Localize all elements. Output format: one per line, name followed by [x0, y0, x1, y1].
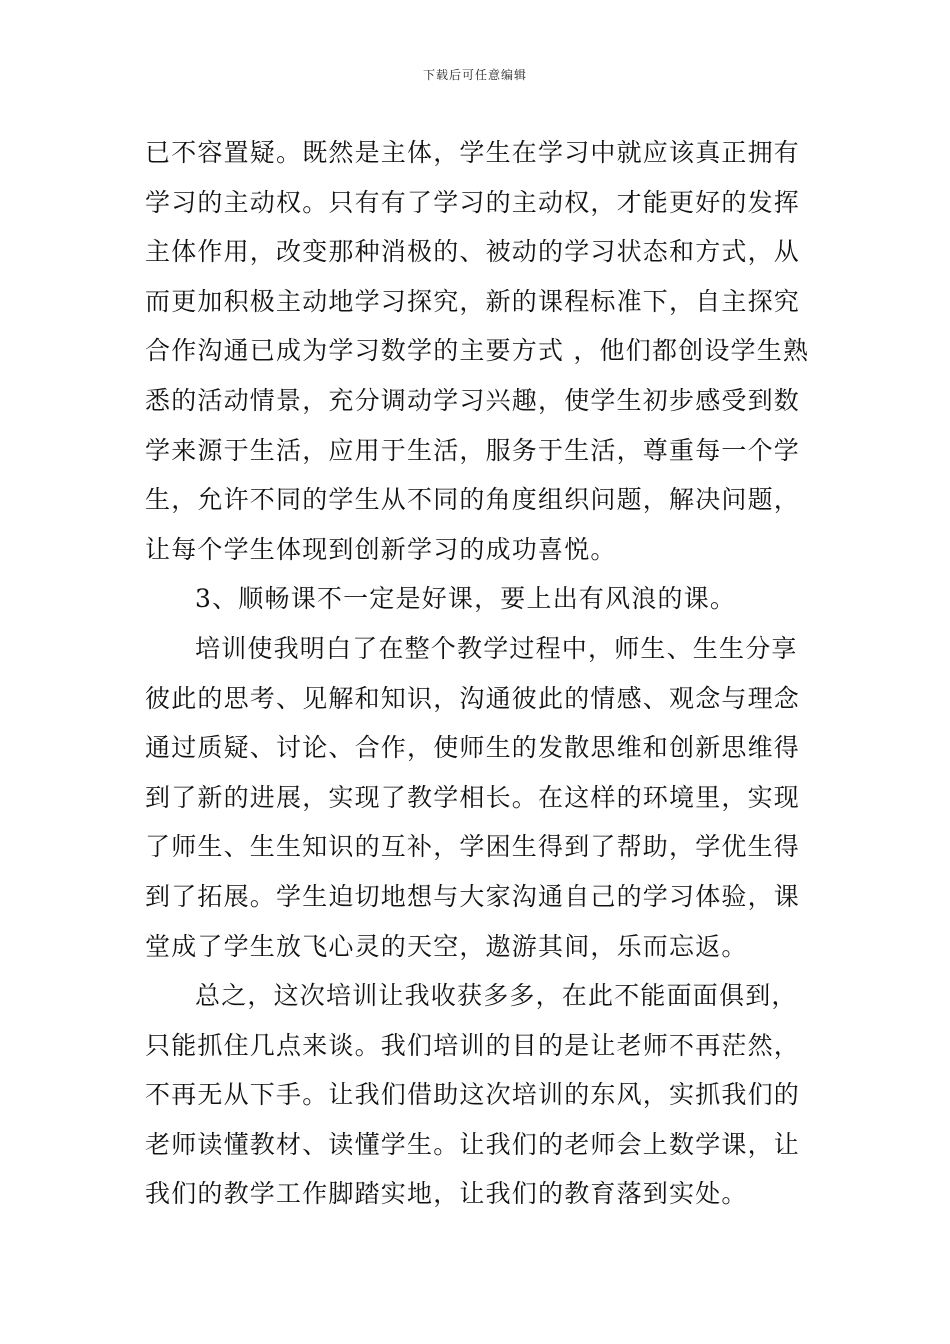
- text-line: 让每个学生体现到创新学习的成功喜悦。: [145, 534, 617, 564]
- text-line: 老师读懂教材、读懂学生。让我们的老师会上数学课，让: [145, 1129, 801, 1159]
- text-line: 合作沟通已成为学习数学的主要方式 ，他们都创设学生熟: [145, 336, 810, 366]
- text-line: 学习的主动权。只有有了学习的主动权，才能更好的发挥: [145, 187, 801, 217]
- text-line: 学来源于生活，应用于生活，服务于生活，尊重每一个学: [145, 435, 801, 465]
- text-line: 到了新的进展，实现了教学相长。在这样的环境里，实现: [145, 782, 801, 812]
- text-line: 只能抓住几点来谈。我们培训的目的是让老师不再茫然，: [145, 1030, 801, 1060]
- paragraph-first-line: 培训使我明白了在整个教学过程中，师生、生生分享: [195, 633, 798, 663]
- text-line: 已不容置疑。既然是主体，学生在学习中就应该真正拥有: [145, 138, 801, 167]
- text-line: 悉的活动情景，充分调动学习兴趣，使学生初步感受到数: [145, 385, 801, 415]
- text-line: 我们的教学工作脚踏实地，让我们的教育落到实处。: [145, 1179, 748, 1209]
- text-line: 到了拓展。学生迫切地想与大家沟通自己的学习体验，课: [145, 881, 801, 911]
- text-line: 主体作用，改变那种消极的、被动的学习状态和方式，从: [145, 237, 801, 267]
- document-body: [145, 128, 810, 1219]
- text-line: 了师生、生生知识的互补，学困生得到了帮助，学优生得: [145, 832, 801, 862]
- text-line: 不再无从下手。让我们借助这次培训的东风，实抓我们的: [145, 1080, 801, 1110]
- text-line: 生，允许不同的学生从不同的角度组织问题，解决问题，: [145, 485, 801, 515]
- text-line: 而更加积极主动地学习探究，新的课程标准下，自主探究: [145, 286, 801, 316]
- text-line: 堂成了学生放飞心灵的天空，遨游其间，乐而忘返。: [145, 931, 748, 961]
- text-line: 通过质疑、讨论、合作，使师生的发散思维和创新思维得: [145, 733, 801, 763]
- page-header: 下载后可任意编辑: [422, 68, 527, 82]
- text-line: 彼此的思考、见解和知识，沟通彼此的情感、观念与理念: [145, 683, 801, 713]
- paragraph-first-line: 总之，这次培训让我收获多多，在此不能面面俱到，: [195, 981, 798, 1011]
- section-heading: 3、顺畅课不一定是好课，要上出有风浪的课。: [195, 584, 737, 614]
